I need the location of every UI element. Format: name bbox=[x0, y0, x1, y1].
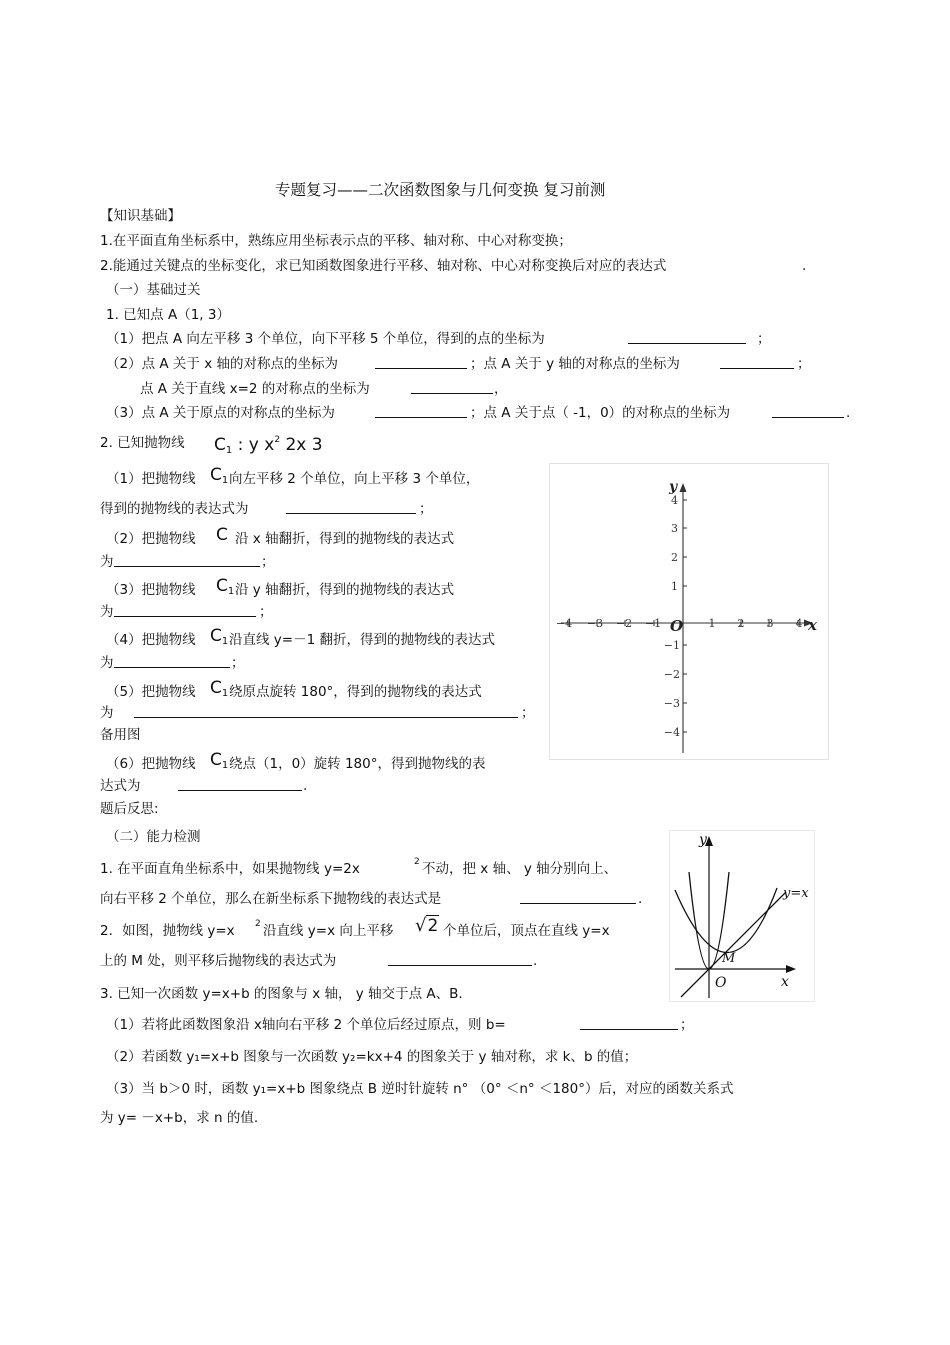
q2-6-end: . bbox=[303, 778, 308, 794]
q2-3-answer-blank[interactable] bbox=[114, 603, 256, 622]
q2-1-end: ； bbox=[419, 501, 433, 517]
p2-q1-text-b: 向右平移 2 个单位，那么在新坐标系下抛物线的表达式是 bbox=[100, 891, 442, 907]
x-tick-label: 2 bbox=[737, 617, 745, 630]
q2-3-wei: 为 bbox=[100, 604, 114, 620]
y-tick-label: −4 bbox=[663, 726, 680, 739]
c1-symbol: $C_1$ bbox=[210, 626, 229, 647]
x-tick-label: 3 bbox=[766, 617, 774, 630]
q1-3-point-blank[interactable] bbox=[772, 404, 844, 423]
part2-heading: （二）能力检测 bbox=[106, 829, 201, 845]
q1-2-x-blank[interactable] bbox=[375, 355, 467, 374]
parabola-figure bbox=[669, 830, 815, 1002]
q2-4-end: ； bbox=[231, 655, 245, 671]
knowledge-heading: 【知识基础】 bbox=[100, 208, 181, 224]
p2-q2-answer-blank[interactable] bbox=[388, 952, 532, 971]
q1-3-end: . bbox=[846, 405, 851, 421]
p2-q1-end: . bbox=[638, 891, 643, 907]
q2-1-text-c: 得到的抛物线的表达式为 bbox=[100, 501, 249, 517]
x-tick-label: −3 bbox=[586, 617, 604, 630]
q1-3-text-a: （3）点 A 关于原点的对称点的坐标为 bbox=[106, 405, 335, 421]
q2-3-text-a: （3）把抛物线 bbox=[106, 582, 196, 598]
coordinate-axes-figure bbox=[549, 463, 829, 760]
knowledge-item-2: 2.能通过关键点的坐标变化，求已知函数图象进行平移、轴对称、中心对称变换后对应的表达式 bbox=[100, 258, 667, 274]
q2-2-end: ； bbox=[261, 554, 275, 570]
p2-q1-answer-blank[interactable] bbox=[520, 890, 636, 909]
spare-figure-caption: 备用图 bbox=[100, 727, 141, 743]
x-tick-label: −4 bbox=[555, 617, 573, 630]
p2-q1-sup: 2 bbox=[414, 857, 420, 867]
q2-5-end: ； bbox=[521, 705, 535, 721]
y-axis-label: y bbox=[699, 832, 707, 848]
p2-q2-text-a: 2．如图，抛物线 y=x bbox=[100, 923, 235, 939]
q2-2-text-a: （2）把抛物线 bbox=[106, 531, 196, 547]
q2-5-answer-blank[interactable] bbox=[134, 704, 518, 723]
q2-3-text-b: 沿 y 轴翻折，得到的抛物线的表达式 bbox=[235, 582, 455, 598]
origin-label: O bbox=[715, 975, 727, 991]
y-tick-label: 2 bbox=[671, 551, 678, 564]
q1-stem: 1. 已知点 A（1, 3） bbox=[106, 307, 230, 323]
line-label: y=x bbox=[783, 886, 809, 901]
p2-q3-2: （2）若函数 y₁=x+b 图象与一次函数 y₂=kx+4 的图象关于 y 轴对称，求 k、b 的值； bbox=[106, 1049, 638, 1065]
q2-stem: 2. 已知抛物线 bbox=[100, 435, 185, 451]
q2-1-answer-blank[interactable] bbox=[286, 500, 416, 519]
q2-2-answer-blank[interactable] bbox=[114, 553, 260, 572]
y-axis-label: y bbox=[669, 479, 678, 495]
p2-q2-text-a2: 沿直线 y=x 向上平移 bbox=[263, 923, 394, 939]
q1-1-text: （1）把点 A 向左平移 3 个单位，向下平移 5 个单位，得到的点的坐标为 bbox=[106, 331, 545, 347]
y-tick-label: 3 bbox=[671, 522, 678, 535]
p2-q1-text-a2: 不动，把 x 轴、 y 轴分别向上、 bbox=[422, 861, 618, 877]
q2-5-text-b: 绕原点旋转 180°，得到的抛物线的表达式 bbox=[229, 684, 482, 700]
q1-3-text-b: ；点 A 关于点（ -1，0）的对称点的坐标为 bbox=[470, 405, 731, 421]
q1-2-text-b: ；点 A 关于 y 轴的对称点的坐标为 bbox=[470, 356, 680, 372]
q1-1-end: ； bbox=[757, 331, 771, 347]
origin-label: O bbox=[670, 617, 684, 635]
q1-2-end: ； bbox=[797, 356, 811, 372]
q1-2-line-blank[interactable] bbox=[411, 380, 493, 399]
q2-6-text-b: 绕点（1，0）旋转 180°，得到抛物线的表 bbox=[229, 756, 486, 772]
c1-symbol: C bbox=[216, 525, 228, 545]
q1-2-c-end: ， bbox=[494, 381, 508, 397]
q2-4-wei: 为 bbox=[100, 655, 114, 671]
y-tick-label: −2 bbox=[663, 668, 680, 681]
q2-formula: $C_1$ : y $x^2$ 2x 3 bbox=[214, 435, 323, 456]
p2-q3-1-end: ； bbox=[680, 1017, 694, 1033]
knowledge-item-2-end: . bbox=[802, 258, 807, 274]
q1-3-origin-blank[interactable] bbox=[375, 404, 467, 423]
part1-heading: （一）基础过关 bbox=[106, 282, 201, 298]
x-axis-label: x bbox=[808, 616, 817, 634]
q1-2-y-blank[interactable] bbox=[720, 355, 794, 374]
q2-4-text-b: 沿直线 y=－1 翻折，得到的抛物线的表达式 bbox=[229, 632, 495, 648]
q1-2-text-c: 点 A 关于直线 x=2 的对称点的坐标为 bbox=[140, 381, 370, 397]
c1-symbol: $C_1$ bbox=[216, 576, 235, 597]
x-tick-label: 1 bbox=[708, 617, 716, 630]
y-tick-label: −3 bbox=[663, 697, 680, 710]
p2-q3-1-answer-blank[interactable] bbox=[580, 1016, 678, 1035]
y-tick-label: 4 bbox=[671, 494, 678, 507]
reflection-label: 题后反思: bbox=[100, 801, 159, 817]
p2-q2-text-a3: 个单位后，顶点在直线 y=x bbox=[443, 923, 610, 939]
point-m-label: M bbox=[722, 951, 736, 966]
x-axis-label: x bbox=[781, 974, 789, 990]
q2-6-text-a: （6）把抛物线 bbox=[106, 756, 196, 772]
p2-q3-3a: （3）当 b＞0 时，函数 y₁=x+b 图象绕点 B 逆时针旋转 n° （0° ＜n° ＜180°）后，对应的函数关系式 bbox=[106, 1081, 734, 1097]
q2-5-wei: 为 bbox=[100, 705, 114, 721]
q2-2-text-b: 沿 x 轴翻折，得到的抛物线的表达式 bbox=[235, 531, 455, 547]
page-title: 专题复习——二次函数图象与几何变换 复习前测 bbox=[275, 181, 606, 199]
y-tick-label: 1 bbox=[671, 580, 678, 593]
q2-5-text-a: （5）把抛物线 bbox=[106, 684, 196, 700]
q2-4-answer-blank[interactable] bbox=[114, 654, 230, 673]
q2-6-answer-blank[interactable] bbox=[178, 777, 302, 796]
q1-2-text-a: （2）点 A 关于 x 轴的对称点的坐标为 bbox=[106, 356, 338, 372]
y-tick-label: −1 bbox=[663, 639, 680, 652]
p2-q1-text-a: 1. 在平面直角坐标系中，如果抛物线 y=2x bbox=[100, 861, 360, 877]
q2-6-text-c: 达式为 bbox=[100, 778, 141, 794]
p2-q3-stem: 3. 已知一次函数 y=x+b 的图象与 x 轴， y 轴交于点 A、B. bbox=[100, 986, 463, 1002]
c1-symbol: $C_1$ bbox=[210, 678, 229, 699]
p2-q2-sup: 2 bbox=[255, 919, 261, 929]
c1-symbol: $C_1$ bbox=[210, 750, 229, 771]
q2-2-wei: 为 bbox=[100, 554, 114, 570]
q2-1-text-a: （1）把抛物线 bbox=[106, 471, 196, 487]
q2-4-text-a: （4）把抛物线 bbox=[106, 632, 196, 648]
p2-q2-end: . bbox=[533, 953, 538, 969]
p2-q3-3b: 为 y= －x+b，求 n 的值. bbox=[100, 1110, 259, 1126]
c1-symbol: $C_1$ bbox=[210, 465, 229, 486]
x-tick-label: −1 bbox=[644, 617, 662, 630]
q2-3-end: ； bbox=[259, 604, 273, 620]
x-tick-label: −2 bbox=[615, 617, 633, 630]
q2-1-text-b: 向左平移 2 个单位，向上平移 3 个单位， bbox=[229, 471, 480, 487]
knowledge-item-1: 1.在平面直角坐标系中，熟练应用坐标表示点的平移、轴对称、中心对称变换； bbox=[100, 233, 572, 249]
sqrt-two: √2 bbox=[415, 915, 439, 936]
q1-1-answer-blank[interactable] bbox=[628, 330, 746, 349]
x-tick-label: 4 bbox=[795, 617, 803, 630]
p2-q2-text-b: 上的 M 处，则平移后抛物线的表达式为 bbox=[100, 953, 337, 969]
p2-q3-1: （1）若将此函数图象沿 x轴向右平移 2 个单位后经过原点，则 b= bbox=[106, 1017, 506, 1033]
